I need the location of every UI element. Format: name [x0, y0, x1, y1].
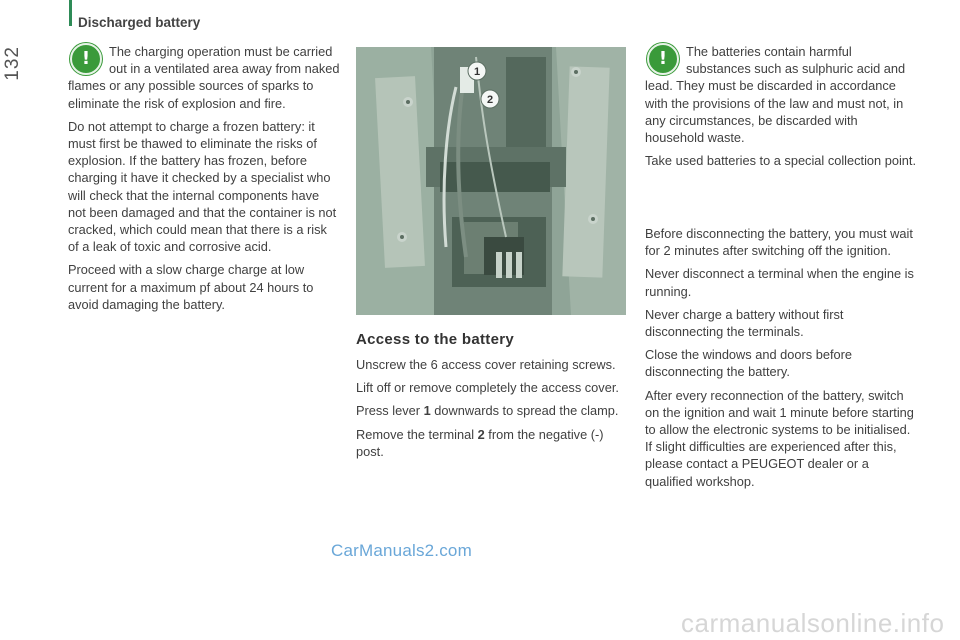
step-remove-terminal-pre: Remove the terminal [356, 426, 478, 442]
battery-photo-illustration [356, 47, 626, 315]
step-remove-terminal [356, 426, 628, 460]
never-charge-paragraph: Never charge a battery without first disconnecting the terminals. [645, 306, 844, 340]
access-to-battery-heading: Access to the battery [356, 331, 515, 348]
left-column [68, 43, 340, 319]
right-column-warning [645, 43, 917, 175]
engine-running-paragraph: Never disconnect a terminal when the engine is running. [645, 266, 914, 299]
watermark-carmanuals2: CarManuals2.com [331, 541, 472, 560]
section-accent-bar [69, 0, 72, 26]
collection-point-paragraph: Take used batteries to a special collection point. [645, 153, 917, 169]
reconnection-paragraph: After every reconnection of the battery, switch on the ignition and wait 1 minute before starting to allow the electronic systems to be initialised. If slight difficulties are experienced after this, please contact a PEUGEOT dealer or a qualified workshop. [645, 387, 914, 489]
frozen-battery-paragraph: Do not attempt to charge a frozen battery: it must first be thawed to eliminate the risks of explosion. If the battery has frozen, before charging it have it checked by a specialist who will check that the internal components have not been damaged and that the container is not cracked, which could mean that there is a risk of a leak of toxic and corrosive acid. [68, 118, 337, 255]
page-number: 132 [2, 46, 23, 81]
step-press-lever-pre: Press lever [356, 403, 424, 419]
wait-two-minutes-paragraph: Before disconnecting the battery, you must wait for 2 minutes after switching off the ignition. [645, 226, 913, 259]
step-remove-terminal-post: from the negative (-) post. [356, 426, 604, 459]
harmful-substances-paragraph: The batteries contain harmful substances such as sulphuric acid and lead. They must be discarded in accordance with the provisions of the law and must not, in any circumstances, be discarded with household waste. [645, 44, 906, 146]
battery-access-photo [356, 47, 626, 315]
callout-1-label: 1 [473, 66, 481, 78]
exclamation-warning-icon: ! [70, 43, 102, 75]
warning-paragraph-charging: The charging operation must be carried out in a ventilated area away from naked flames or any possible sources of sparks to eliminate the risk of explosion and fire. [68, 44, 340, 111]
slow-charge-paragraph: Proceed with a slow charge charge at low current for a maximum pf about 24 hours to avoid damaging the battery. [68, 262, 314, 312]
middle-column [356, 356, 628, 466]
callout-2-label: 2 [486, 94, 494, 106]
lever-number: 1 [423, 403, 431, 419]
step-press-lever [356, 402, 628, 419]
step-press-lever-post: downwards to spread the clamp. [430, 403, 619, 419]
close-windows-paragraph: Close the windows and doors before disconnecting the battery. [645, 347, 853, 380]
step-lift-cover: Lift off or remove completely the access cover. [356, 380, 619, 396]
step-unscrew-screws: Unscrew the 6 access cover retaining screws. [356, 357, 616, 372]
section-title: Discharged battery [78, 15, 201, 30]
watermark-carmanualsonline: carmanualsonline.info [681, 608, 945, 638]
right-column-instructions [645, 225, 917, 496]
exclamation-warning-icon: ! [647, 43, 679, 75]
terminal-number: 2 [477, 426, 485, 442]
